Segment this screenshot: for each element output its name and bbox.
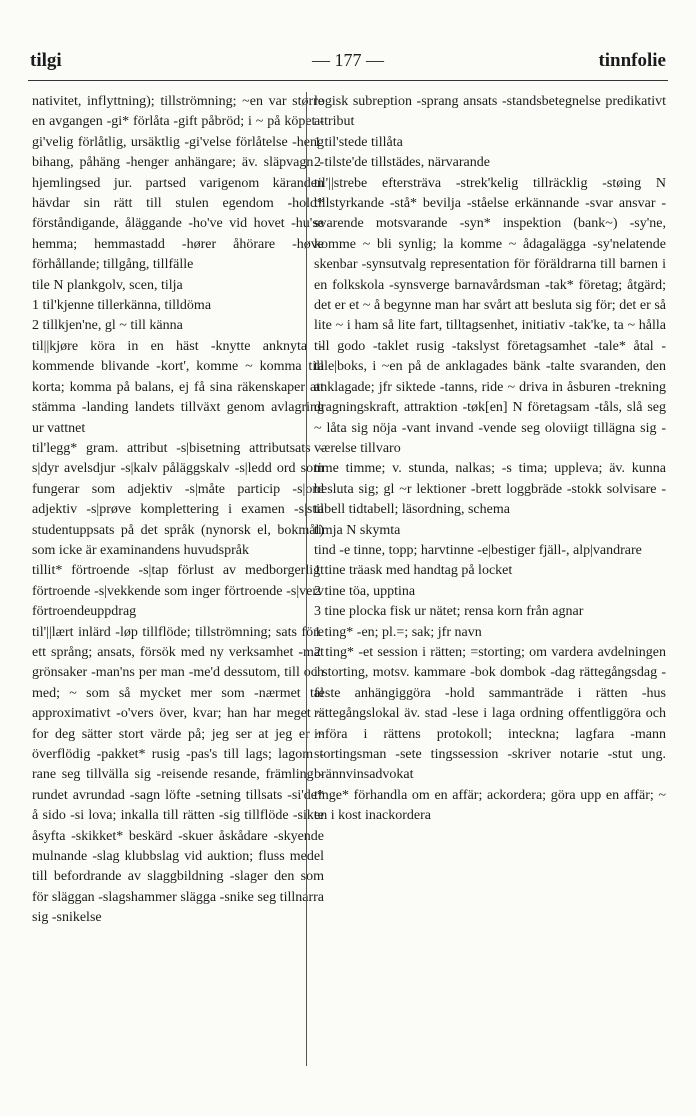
- dictionary-entry: timja N skymta: [314, 522, 401, 538]
- dictionary-entry: 1 ting* -en; pl.=; sak; jfr navn: [314, 624, 482, 640]
- guide-word-left: tilgi: [30, 50, 62, 71]
- dictionary-entry: tillit* förtroende -s|tap förlust av medborgerligt förtroende -s|vekkende som inger förtroende -s|verv förtroendeuppdrag: [32, 563, 324, 620]
- dictionary-entry: til'||lært inlärd -løp tillflöde; tillströmning; sats före ett språng; ansats, försök med ny verksamhet -mat grönsaker -man'ns per man -me'd dessutom, till och med; ~ som så mycket mer som -nærmet tal approximativt -o'vers över, kvar; han har meget ~ for deg sätter stort värde på; jeg ser at jeg er ~ överflödig -pakket* rusig -pas's till lags; lagom -rane seg tillvälla sig -reisende resande, främling -rundet avrundad -sagn löfte -setning tillsats -si'de* å sido -si lova; inkalla till rätten -sig tillflöde -sikte åsyfta -skikket* beskärd -skuer åskådare -skyende mulnande -slag klubbslag vid auktion; fluss medel till befordrande av slaggbildning -slager den som för släggan -slagshammer slägga -snike seg tillnarra sig -snikelse: [32, 624, 324, 926]
- dictionary-entry: tind -e tinne, topp; harvtinne -e|bestiger fjäll-, alp|vandrare: [314, 542, 642, 558]
- dictionary-entry: 2 tilste'de tillstädes, närvarande: [314, 155, 490, 171]
- dictionary-entry: til'legg* gram. attribut -s|bisetning attributsats -s|dyr avelsdjur -s|kalv påläggskalv -s|ledd ord som fungerar som adjektiv -s|måte particip -s|ord adjektiv -s|prøve komplettering i examen -s|stil studentuppsats på det språk (nynorsk el, bokmål) som icke är examinandens huvudspråk: [32, 440, 324, 558]
- dictionary-entry: til'||strebe eftersträva -strek'kelig tillräcklig -støing N tillstyrkande -stå* bevilja -ståelse erkännande -svar ansvar -svarende motsvarande -syn* inspektion (bank~) -sy'ne, komme ~ bli synlig; la komme ~ ådagalägga -sy'nelatende skenbar -synsutvalg representation för föräldrarna till barnen i en folkskola -synsverge barnavårdsman -tak* företag; åtgärd; det er et ~ å begynne man har svårt att besluta sig för; det er så lite ~ i ham så lite fart, tilltagsenhet, initiativ -tak'ke, ta ~ hålla till godo -taklet rusig -takslyst företagsamhet -tale* åtal -tale|boks, i ~en på de anklagades bänk -talte svaranden, den anklagade; jfr siktede -tanns, ride ~ driva in åsburen -trekning dragningskraft, attraktion -tøk[en] N företagsam -tåls, slå seg ~ låta sig nöja -vant invand -vende seg oloviigt tillägna sig -værelse tillvaro: [314, 175, 666, 456]
- column-divider: [306, 92, 307, 1066]
- guide-word-right: tinnfolie: [598, 50, 666, 71]
- dictionary-entry: 1 tine träask med handtag på locket: [314, 563, 513, 579]
- dictionary-entry: logisk subreption -sprang ansats -standsbetegnelse predikativt attribut: [314, 94, 666, 130]
- dictionary-entry: tile N plankgolv, scen, tilja: [32, 277, 183, 293]
- dictionary-entry: 2 tine töa, upptina: [314, 583, 416, 599]
- dictionary-entry: 1 til'kjenne tillerkänna, tilldöma: [32, 298, 212, 314]
- dictionary-entry: 2 ting* -et session i rätten; =storting; om vardera avdelningen i storting, motsv. kammare -bok dombok -dag rättegångsdag -feste anhängiggöra -hold sammanträde i rätten -hus rättegångslokal äv. stad -lese i laga ordning offentliggöra och införa i rättens protokoll; inteckna; lagfara -mann stortingsman -sete tingssession -skriver notarie -stut ung. brännvinsadvokat: [314, 644, 666, 783]
- page-number: — 177 —: [312, 50, 384, 70]
- header-rule: [28, 80, 668, 81]
- left-column: [32, 92, 324, 929]
- right-column: [314, 92, 666, 827]
- dictionary-entry: 2 tillkjen'ne, gl ~ till känna: [32, 318, 183, 334]
- dictionary-entry: 1 til'stede tillåta: [314, 134, 403, 150]
- dictionary-entry: time timme; v. stunda, nalkas; -s tima; uppleva; äv. kunna besluta sig; gl ~r lektioner -brett loggbräde -stokk solvisare -tabell tidtabell; läsordning, schema: [314, 461, 666, 518]
- dictionary-entry: 3 tine plocka fisk ur nätet; rensa korn från agnar: [314, 604, 584, 620]
- page-header: [0, 50, 696, 80]
- dictionary-entry: til||kjøre köra in en häst -knytte anknyta -kommende blivande -kort', komme ~ komma till korta; komma på balans, ej få sina räkenskaper att stämma -landing landets tillväxt genom avlagring ur vattnet: [32, 338, 324, 436]
- dictionary-entry: tinge* förhandla om en affär; ackordera; göra upp en affär; ~ en i kost inackordera: [314, 787, 666, 824]
- dictionary-entry: nativitet, inflyttning); tillströmning; ~en var større en avgangen -gi* förlåta -gift påbröd; i ~ på köpet -gi'velig förlåtlig, ursäktlig -gi'velse förlåtelse -heng bihang, påhäng -henger anhängare; äv. släpvagn -hjemlingsed jur. partsed varigenom käranden hävdar sin rätt till stulen egendom -hold* förståndigande, åläggande -ho've vid hovet -hu'se hemma; hemmastadd -hører åhörare -høve förhållande; tillgång, tillfälle: [32, 94, 324, 273]
